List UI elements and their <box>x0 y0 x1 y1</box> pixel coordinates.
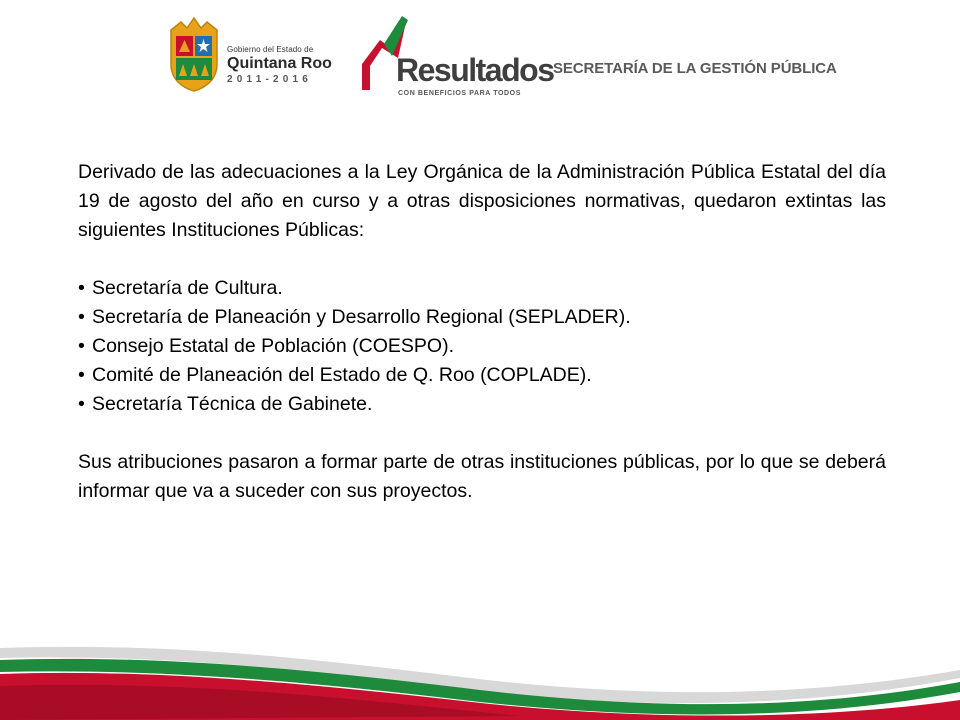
list-item <box>78 303 886 332</box>
decorative-ribbons <box>0 620 960 720</box>
list-item <box>78 361 886 390</box>
list-item-text: Secretaría Técnica de Gabinete. <box>92 393 373 415</box>
list-item <box>78 274 886 303</box>
resultados-wordmark: Resultados <box>396 52 554 88</box>
list-item-text: Secretaría de Planeación y Desarrollo Regional (SEPLADER). <box>92 306 631 328</box>
bullet: • <box>78 393 85 415</box>
closing-paragraph: Sus atribuciones pasaron a formar parte de otras instituciones públicas, por lo que se deberá informar que va a suceder con sus proyectos. <box>78 451 886 502</box>
list-item <box>78 332 886 361</box>
bullet: • <box>78 277 85 299</box>
list-item <box>78 390 886 419</box>
list-item-text: Comité de Planeación del Estado de Q. Roo (COPLADE). <box>92 364 592 386</box>
intro-paragraph: Derivado de las adecuaciones a la Ley Orgánica de la Administración Pública Estatal del día 19 de agosto del año en curso y a otras disposiciones normativas, quedaron extintas las siguientes Instituciones Públicas: <box>78 161 886 241</box>
institutions-list <box>78 274 886 419</box>
gobierno-quintana-roo-logo <box>165 16 345 96</box>
bullet: • <box>78 306 85 328</box>
resultados-logo <box>360 14 554 97</box>
resultados-tagline: CON BENEFICIOS PARA TODOS <box>398 90 521 97</box>
bullet: • <box>78 364 85 386</box>
list-item-text: Consejo Estatal de Población (COESPO). <box>92 335 455 357</box>
bullet: • <box>78 335 85 357</box>
document-body <box>78 158 886 506</box>
list-item-text: Secretaría de Cultura. <box>92 277 283 299</box>
gov-line2: Quintana Roo <box>227 55 332 72</box>
header <box>0 0 960 120</box>
gov-line1: Gobierno del Estado de <box>227 45 314 54</box>
secretaria-title: SECRETARÍA DE LA GESTIÓN PÚBLICA <box>553 60 837 77</box>
gov-period: 2011-2016 <box>227 74 313 85</box>
state-emblem-icon <box>165 16 223 92</box>
